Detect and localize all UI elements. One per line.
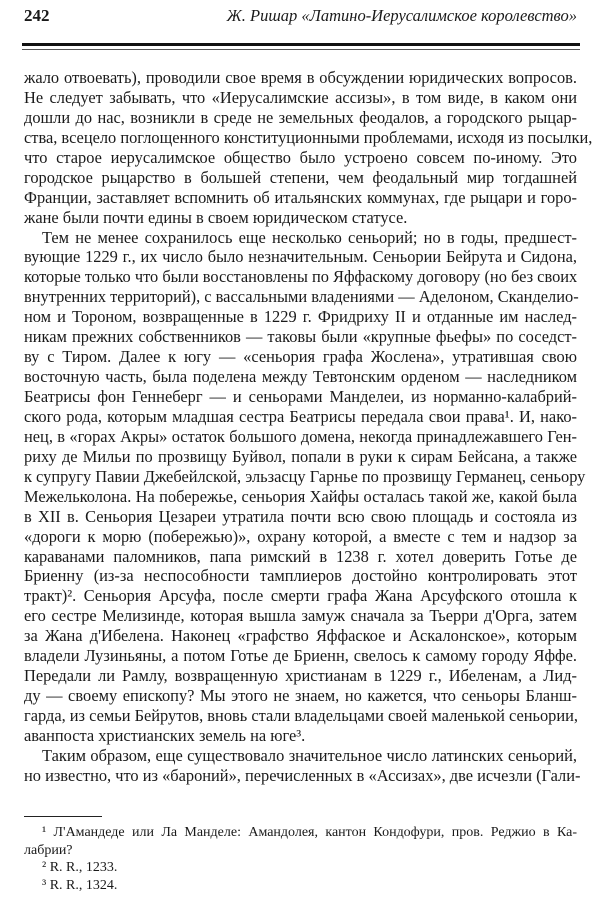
text-line: аванпоста христианских земель на юге³. — [24, 725, 306, 745]
footnotes — [24, 824, 577, 894]
text-line: Межельколона. На побережье, сеньория Хайфы осталась такой же, какой была — [24, 486, 577, 506]
text-line: тракт)². Сеньория Арсуфа, после смерти графа Жана Арсуфского отошла к — [24, 586, 577, 606]
text-line: владели Лузиньяны, а потом Готье де Бриенн, свелось к самому городу Яффе. — [24, 646, 577, 666]
text-line: риху де Мильи по прозвищу Буйвол, попали в руки к сирам Бейсана, а также — [24, 446, 577, 466]
text-line: за Жана д'Ибелена. Наконец «графство Яффаское и Аскалонское», которым — [24, 626, 577, 646]
paragraph — [24, 745, 581, 786]
text-line: но известно, что из «бароний», перечисленных в «Ассизах», две исчезли (Гали- — [24, 765, 581, 785]
footnote-line: ² R. R., 1233. — [42, 860, 118, 875]
text-line: «дороги к морю (побережью)», охрану которой, а вместе с тем и надзор за — [24, 526, 577, 546]
footnote — [24, 824, 577, 859]
text-line: Франции, заставляет вспомнить об итальянских коммунах, где рыцари и горо- — [24, 187, 577, 207]
text-line: Тем не менее сохранилось еще несколько сеньорий; но в годы, предшест- — [42, 227, 577, 247]
page-number: 242 — [24, 6, 50, 25]
footnote-line: ³ R. R., 1324. — [42, 877, 118, 893]
footnote-line: ¹ Л'Амандеде или Ла Манделе: Амандолея, кантон Кондофури, пров. Реджио в Ка- — [42, 825, 577, 840]
text-line: которые только что были восстановлены по Яффаскому договору (но без своих — [24, 267, 578, 287]
text-line: жало отвоевать), проводили свое время в обсуждении юридических вопросов. — [24, 68, 577, 87]
text-line: ном и Тороном, возвращенные в 1229 г. Фридриху II и отданные им наслед- — [24, 307, 577, 327]
text-line: что старое иерусалимское общество было устроено совсем по-иному. Это — [24, 147, 577, 167]
footnote-line: лабрии? — [24, 842, 73, 858]
text-line: внутренних территорий), с вассальными владениями — Аделоном, Сканделио- — [24, 287, 579, 307]
footnote — [24, 877, 577, 895]
running-title: Ж. Ришар «Латино-Иерусалимское королевство» — [226, 6, 577, 25]
body-text — [24, 68, 593, 786]
text-line: ского рода, которым младшая сестра Беатрисы передала свои права¹. И, нако- — [24, 406, 577, 426]
header-rule-thick — [22, 43, 580, 46]
text-line: караванами паломников, папа римский в 1238 г. хотел доверить Готье де — [24, 546, 577, 566]
paragraph — [24, 227, 586, 746]
text-line: Не следует забывать, что «Иерусалимские ассизы», в том виде, в каком они — [24, 87, 577, 107]
text-line: жане были почти едины в своем юридическом статусе. — [24, 207, 408, 227]
text-line: вующие 1229 г., их число было незначительным. Сеньории Бейрута и Сидона, — [24, 247, 577, 267]
text-line: восточную часть, была поделена между Тевтонским орденом — наследником — [24, 367, 577, 387]
text-line: никам прежних собственников — таковы были «крупные фьефы» по соседст- — [24, 327, 577, 347]
text-line: Беатрисы фон Геннеберг — и сеньорами Манделеи, из норманно-калабрий- — [24, 387, 577, 406]
paragraph — [24, 68, 593, 228]
header-rule-thin — [22, 49, 580, 50]
text-line: в XII в. Сеньория Цезареи утратила почти всю свою площадь и состояла из — [24, 506, 577, 526]
text-line: Таким образом, еще существовало значительное число латинских сеньорий, — [42, 745, 577, 765]
text-line: ду — своему епископу? Мы этого не знаем, но кажется, что сеньоры Бланш- — [24, 686, 577, 706]
text-line: нец, в «горах Акры» остаток большого домена, некогда принадлежавшего Ген- — [24, 426, 577, 446]
text-line: Бриенну (из-за неспособности тамплиеров достойно контролировать этот — [24, 566, 577, 586]
text-line: его сестре Мелизинде, которая вышла замуж сначала за Тьерри д'Орга, затем — [24, 606, 577, 626]
text-line: дошли до нас, возникли в среде не земельных феодалов, а городского рыцар- — [24, 107, 577, 127]
footnote — [24, 859, 577, 877]
text-line: к супругу Павии Джебейлской, эльзасцу Гарнье по прозвищу Германец, сеньору — [24, 466, 586, 486]
text-line: гарда, из семьи Бейрутов, вновь стали владельцами своей маленькой сеньории, — [24, 706, 579, 725]
text-line: ства, всецело поглощенного конституционными проблемами, исходя из посылки, — [24, 127, 593, 147]
text-line: городское рыцарство в большей степени, чем феодальный мир тогдашней — [24, 167, 577, 187]
text-line: ву с Тиром. Далее к югу — «сеньория графа Жослена», утратившая свою — [24, 347, 577, 367]
footnote-separator — [24, 816, 102, 817]
text-line: Передали ли Рамлу, возвращенную христианам в 1229 г., Ибеленам, а Лид- — [24, 666, 577, 686]
